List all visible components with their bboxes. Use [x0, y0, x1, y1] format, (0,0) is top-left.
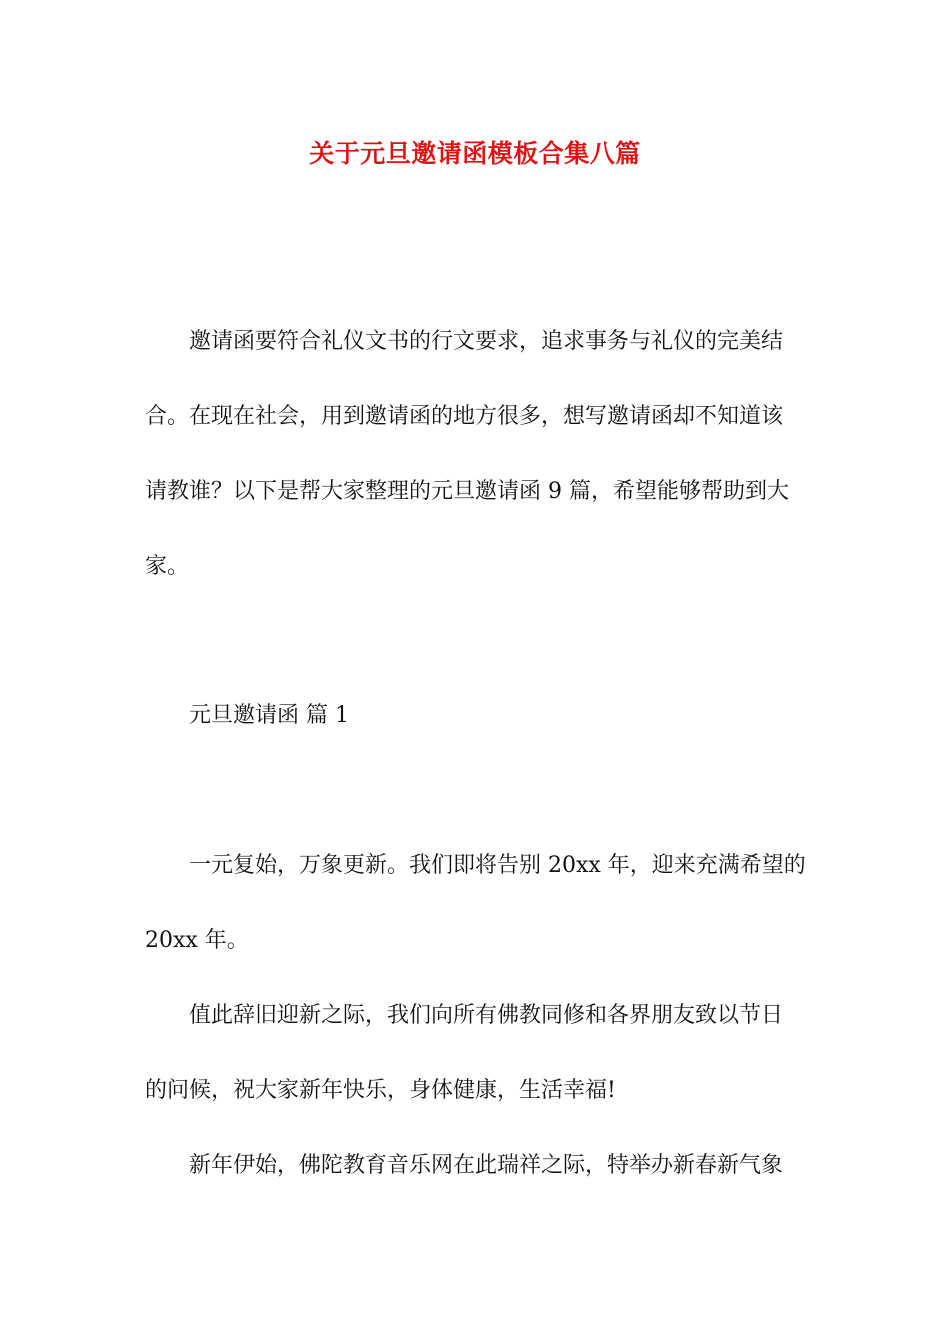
paragraph-2-line-1: 值此辞旧迎新之际，我们向所有佛教同修和各界朋友致以节日 [189, 1003, 784, 1028]
paragraph-1 [145, 828, 809, 978]
intro-line-1: 邀请函要符合礼仪文书的行文要求，追求事务与礼仪的完美结 [189, 329, 784, 354]
section-heading-text: 元旦邀请函 篇 1 [189, 703, 349, 728]
document-title: 关于元旦邀请函模板合集八篇 [309, 139, 641, 168]
paragraph-1-line-2: 20xx 年。 [145, 928, 249, 953]
paragraph-1-line-1: 一元复始，万象更新。我们即将告别 20xx 年，迎来充满希望的 [189, 853, 806, 878]
intro-line-2: 合。在现在社会，用到邀请函的地方很多，想写邀请函却不知道该 [145, 404, 784, 429]
paragraph-3 [145, 1128, 809, 1203]
paragraph-2-line-2: 的问候，祝大家新年快乐，身体健康，生活幸福! [145, 1078, 616, 1103]
intro-line-3: 请教谁？以下是帮大家整理的元旦邀请函 9 篇，希望能够帮助到大 [145, 479, 789, 504]
intro-paragraph [145, 304, 809, 604]
paragraph-2 [145, 978, 809, 1128]
intro-line-4: 家。 [145, 554, 190, 579]
section-heading [145, 678, 809, 753]
paragraph-3-line-1: 新年伊始，佛陀教育音乐网在此瑞祥之际，特举办新春新气象 [189, 1153, 784, 1178]
